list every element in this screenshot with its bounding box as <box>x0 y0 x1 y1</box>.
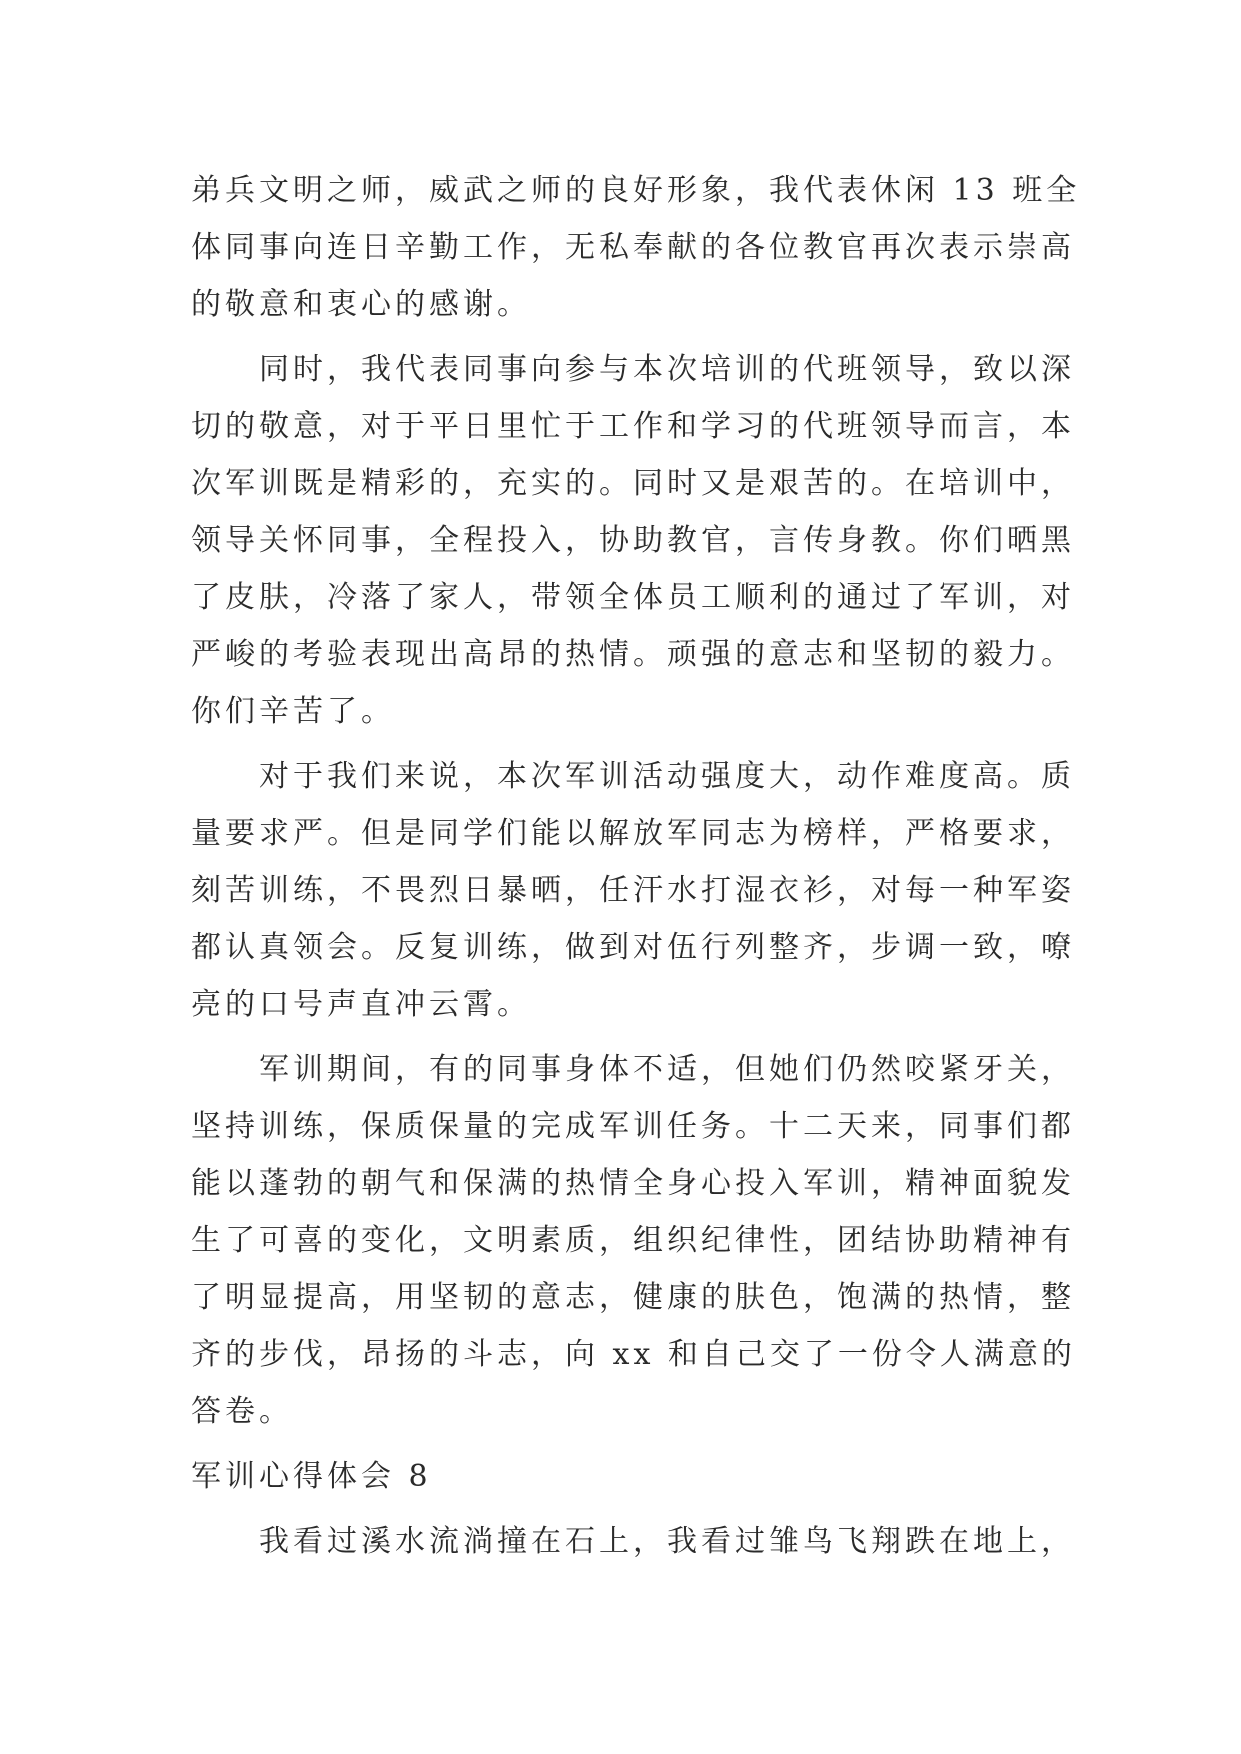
text-line: 亮的口号声直冲云霄。 <box>191 987 531 1022</box>
text-line: 了皮肤，冷落了家人，带领全体员工顺利的通过了军训，对 <box>191 580 1075 615</box>
text-line: 弟兵文明之师，威武之师的良好形象，我代表休闲 13 班全 <box>191 173 1081 208</box>
text-line: 同时，我代表同事向参与本次培训的代班领导，致以深 <box>259 352 1075 387</box>
text-line: 对于我们来说，本次军训活动强度大，动作难度高。质 <box>259 759 1075 794</box>
section-heading: 军训心得体会 8 <box>191 1459 432 1494</box>
text-line: 坚持训练，保质保量的完成军训任务。十二天来，同事们都 <box>191 1109 1075 1144</box>
paragraph <box>191 341 1091 740</box>
text-line: 严峻的考验表现出高昂的热情。顽强的意志和坚韧的毅力。 <box>191 637 1075 672</box>
text-line: 体同事向连日辛勤工作，无私奉献的各位教官再次表示崇高 <box>191 230 1075 265</box>
text-line: 能以蓬勃的朝气和保满的热情全身心投入军训，精神面貌发 <box>191 1166 1075 1201</box>
text-line: 齐的步伐，昂扬的斗志，向 xx 和自己交了一份令人满意的 <box>191 1337 1076 1372</box>
text-line: 你们辛苦了。 <box>191 694 395 729</box>
text-line: 领导关怀同事，全程投入，协助教官，言传身教。你们晒黑 <box>191 523 1075 558</box>
text-line: 生了可喜的变化，文明素质，组织纪律性，团结协助精神有 <box>191 1223 1075 1258</box>
text-line: 切的敬意，对于平日里忙于工作和学习的代班领导而言，本 <box>191 409 1075 444</box>
paragraph-continued <box>191 162 1091 333</box>
text-line: 了明显提高，用坚韧的意志，健康的肤色，饱满的热情，整 <box>191 1280 1075 1315</box>
text-line: 次军训既是精彩的，充实的。同时又是艰苦的。在培训中， <box>191 466 1075 501</box>
document-body <box>191 162 1091 1570</box>
paragraph <box>191 748 1091 1033</box>
paragraph <box>191 1513 1091 1570</box>
paragraph <box>191 1041 1091 1440</box>
text-line: 军训期间，有的同事身体不适，但她们仍然咬紧牙关， <box>259 1052 1075 1087</box>
text-line: 刻苦训练，不畏烈日暴晒，任汗水打湿衣衫，对每一种军姿 <box>191 873 1075 908</box>
text-line: 答卷。 <box>191 1394 293 1429</box>
text-line: 的敬意和衷心的感谢。 <box>191 287 531 322</box>
text-line: 都认真领会。反复训练，做到对伍行列整齐，步调一致，嘹 <box>191 930 1075 965</box>
text-line: 我看过溪水流淌撞在石上，我看过雏鸟飞翔跌在地上， <box>259 1524 1075 1559</box>
text-line: 量要求严。但是同学们能以解放军同志为榜样，严格要求， <box>191 816 1075 851</box>
